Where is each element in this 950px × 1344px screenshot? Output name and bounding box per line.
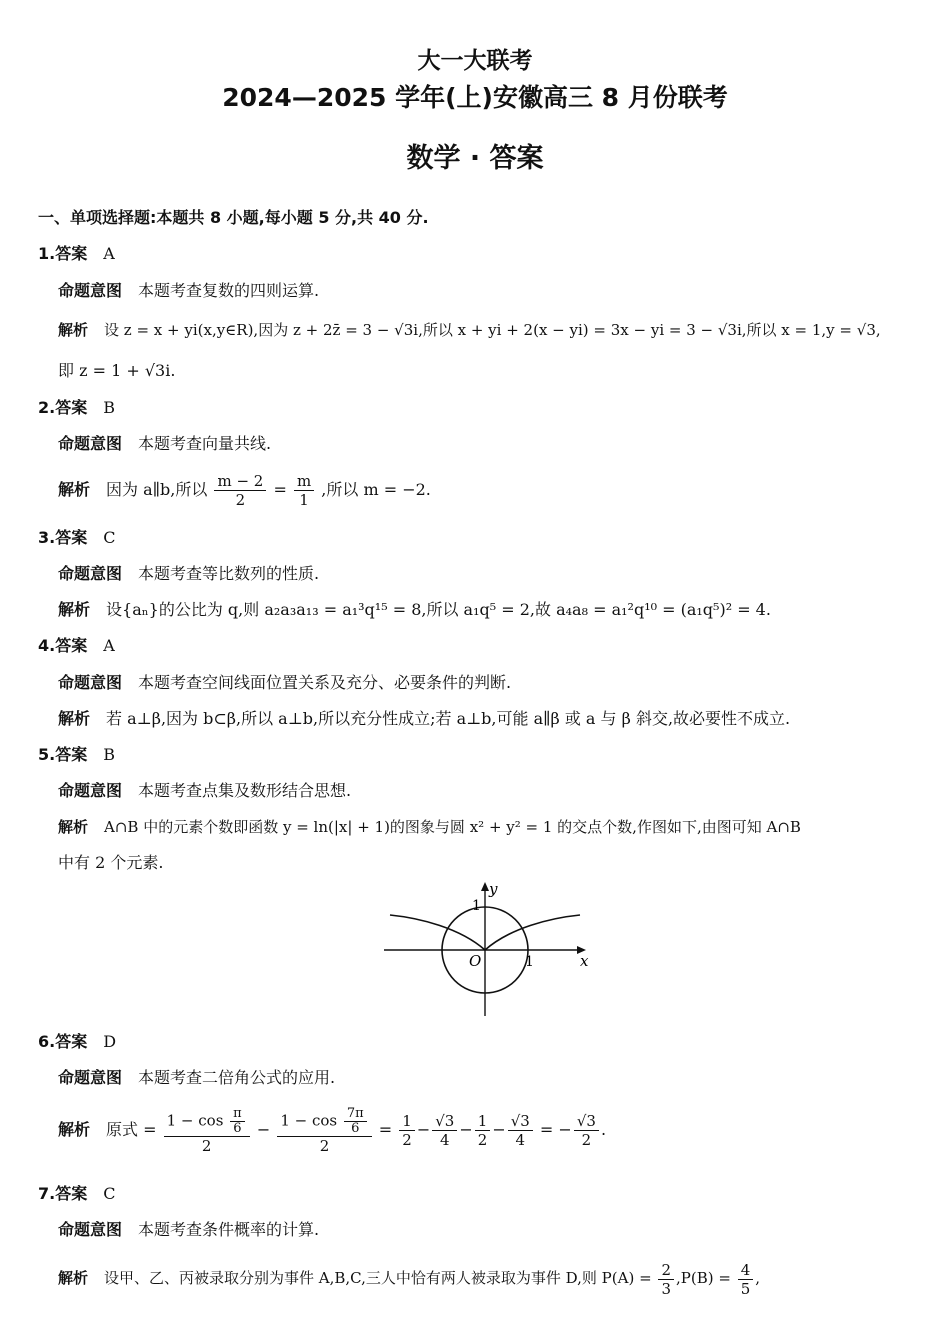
q5-analysis-text: A∩B 中的元素个数即函数 y = ln(|x| + 1)的图象与圆 x² + y² = 1 的交点个数,作图如下,由图可知 A∩B	[104, 818, 801, 836]
q7-pa	[658, 1261, 674, 1298]
q5-intent-label: 命题意图	[58, 781, 123, 800]
q5-analysis-cont: 中有 2 个元素.	[58, 853, 164, 872]
q4-answer-line	[38, 636, 115, 656]
q3-analysis-line	[58, 600, 771, 620]
q2-f2-num: m	[294, 472, 314, 491]
q7-intent-text: 本题考查条件概率的计算.	[138, 1220, 320, 1239]
q2-answer-line	[38, 398, 115, 418]
q1-intent-label: 命题意图	[58, 281, 123, 300]
q6-t2-inner-den: 6	[351, 1120, 360, 1136]
q4-answer-value: A	[103, 636, 115, 655]
q7-number: 7.	[38, 1184, 56, 1203]
q6-end: .	[600, 1120, 607, 1139]
q6-r2-den: 4	[440, 1131, 450, 1149]
x-label: x	[580, 952, 589, 970]
q1-analysis-cont: 即 z = 1 + √3i.	[58, 361, 176, 380]
q6-analysis-line	[58, 1100, 606, 1160]
page-title: 数学 · 答案	[406, 143, 544, 174]
q2-number: 2.	[38, 398, 56, 417]
q4-intent-line	[58, 673, 511, 693]
q6-r4-den: 4	[515, 1131, 526, 1149]
q3-intent-line	[58, 564, 319, 584]
q2-fraction-2	[294, 472, 314, 509]
q1-analysis-label: 解析	[58, 321, 89, 339]
q5-answer-line	[38, 745, 115, 765]
q6-r5-den: 2	[581, 1131, 592, 1149]
q4-answer-label: 答案	[55, 636, 88, 655]
q3-analysis-label: 解析	[58, 600, 91, 619]
origin-label: O	[469, 952, 482, 970]
q5-number: 5.	[38, 745, 56, 764]
q5-intent-line	[58, 781, 351, 801]
q6-an-a: 原式 =	[106, 1120, 157, 1139]
q1-answer-line	[38, 244, 115, 264]
q2-analysis-line	[58, 472, 431, 509]
q4-intent-text: 本题考查空间线面位置关系及充分、必要条件的判断.	[138, 673, 512, 692]
q3-answer-value: C	[103, 528, 116, 547]
q7-answer-line	[38, 1184, 115, 1204]
y-tick-1: 1	[472, 898, 481, 914]
q6-r5	[574, 1112, 599, 1149]
q6-t2-num-a: 1 − cos	[280, 1111, 338, 1129]
q2-analysis-a: 因为 a∥b,所以	[106, 480, 208, 499]
q6-number: 6.	[38, 1032, 56, 1051]
q6-term-1	[164, 1107, 250, 1155]
q6-minus: −	[256, 1120, 271, 1139]
q6-minus-4: −	[492, 1120, 506, 1139]
q1-answer-value: A	[103, 244, 115, 263]
q5-analysis-line	[58, 817, 801, 837]
q6-intent-line	[58, 1068, 335, 1088]
q4-intent-label: 命题意图	[58, 673, 123, 692]
q7-intent-label: 命题意图	[58, 1220, 123, 1239]
q6-answer-line	[38, 1032, 116, 1052]
q6-r3-num: 1	[475, 1112, 491, 1131]
q7-intent-line	[58, 1220, 319, 1240]
q1-analysis-line	[58, 320, 881, 340]
q6-minus-3: −	[459, 1120, 473, 1139]
q2-intent-text: 本题考查向量共线.	[138, 434, 272, 453]
q4-analysis-line	[58, 709, 790, 729]
q1-intent-text: 本题考查复数的四则运算.	[138, 281, 320, 300]
q6-minus-2: −	[416, 1120, 431, 1139]
q6-r1-den: 2	[402, 1131, 412, 1149]
q6-r2	[432, 1112, 457, 1149]
q2-f1-num: m − 2	[214, 472, 266, 491]
q6-term-2	[277, 1107, 371, 1155]
q1-analysis-text: 设 z = x + yi(x,y∈R),因为 z + 2z̄ = 3 − √3i,所以 x + yi + 2(x − yi) = 3x − yi = 3 − √3i,所以 x = 1,y = √3,	[104, 321, 881, 339]
exam-org: 大一大联考	[417, 48, 533, 74]
q2-analysis-label: 解析	[58, 480, 91, 499]
q6-t1-den: 2	[201, 1136, 212, 1155]
q4-number: 4.	[38, 636, 56, 655]
q6-t2-inner-num: 7π	[344, 1107, 367, 1122]
q7-pb-den: 5	[740, 1279, 751, 1298]
q6-t1-inner-num: π	[230, 1107, 245, 1122]
q4-analysis-label: 解析	[58, 709, 91, 728]
q2-answer-value: B	[103, 398, 115, 417]
q2-f2-den: 1	[299, 491, 309, 509]
q6-eq: =	[378, 1120, 393, 1139]
q4-analysis-text: 若 a⊥β,因为 b⊂β,所以 a⊥b,所以充分性成立;若 a⊥b,可能 a∥β 或 a 与 β 斜交,故必要性不成立.	[106, 709, 791, 728]
q2-intent-line	[58, 434, 271, 454]
q6-r1-num: 1	[399, 1112, 415, 1131]
q2-analysis-b: ,所以 m = −2.	[321, 480, 431, 499]
q6-r2-num: √3	[432, 1112, 457, 1131]
x-tick-1: 1	[525, 954, 534, 970]
q6-r3-den: 2	[477, 1131, 488, 1149]
q5-answer-value: B	[103, 745, 115, 764]
q2-fraction-1	[214, 472, 266, 509]
q6-intent-label: 命题意图	[58, 1068, 123, 1087]
q2-answer-label: 答案	[55, 398, 88, 417]
q6-r1	[399, 1112, 415, 1149]
q6-t1-num-a: 1 − cos	[166, 1111, 224, 1129]
q7-an-a: 设甲、乙、丙被录取分别为事件 A,B,C,三人中恰有两人被录取为事件 D,则 P(A) =	[104, 1269, 652, 1287]
q3-number: 3.	[38, 528, 56, 547]
q3-answer-line	[38, 528, 115, 548]
q7-analysis-label: 解析	[58, 1269, 89, 1287]
q6-answer-label: 答案	[55, 1032, 88, 1051]
q6-t1-inner-den: 6	[233, 1120, 242, 1136]
q1-intent-line	[58, 281, 319, 301]
q5-analysis-label: 解析	[58, 818, 89, 836]
q7-an-c: ,	[755, 1269, 761, 1287]
q7-pb-num: 4	[738, 1261, 754, 1280]
q6-intent-text: 本题考查二倍角公式的应用.	[138, 1068, 336, 1087]
q3-intent-label: 命题意图	[58, 564, 123, 583]
section-heading: 一、单项选择题:本题共 8 小题,每小题 5 分,共 40 分.	[38, 208, 429, 227]
q6-r5-num: √3	[574, 1112, 599, 1131]
q6-t2-den: 2	[319, 1136, 330, 1155]
q7-answer-label: 答案	[55, 1184, 88, 1203]
q3-analysis-text: 设{aₙ}的公比为 q,则 a₂a₃a₁₃ = a₁³q¹⁵ = 8,所以 a₁q⁵ = 2,故 a₄a₈ = a₁²q¹⁰ = (a₁q⁵)² = 4.	[106, 600, 771, 619]
q6-answer-value: D	[103, 1032, 117, 1051]
q5-figure	[380, 880, 590, 1020]
q7-pa-num: 2	[658, 1261, 674, 1280]
exam-title: 2024—2025 学年(上)安徽高三 8 月份联考	[222, 83, 728, 112]
q6-r3	[475, 1112, 491, 1149]
q3-intent-text: 本题考查等比数列的性质.	[138, 564, 320, 583]
q1-answer-label: 答案	[55, 244, 88, 263]
q2-f1-den: 2	[235, 491, 246, 509]
q2-intent-label: 命题意图	[58, 434, 123, 453]
q2-eq: =	[273, 480, 287, 499]
q6-r4	[508, 1112, 533, 1149]
q1-number: 1.	[38, 244, 56, 263]
q7-answer-value: C	[103, 1184, 116, 1203]
q6-eq2: = −	[539, 1120, 572, 1139]
q7-pb	[738, 1261, 754, 1298]
y-label: y	[489, 880, 498, 898]
q7-analysis-line	[58, 1258, 760, 1298]
q6-analysis-label: 解析	[58, 1120, 91, 1139]
q5-intent-text: 本题考查点集及数形结合思想.	[138, 781, 352, 800]
q7-an-b: ,P(B) =	[675, 1269, 731, 1287]
q7-pa-den: 3	[661, 1279, 671, 1298]
q6-r4-num: √3	[508, 1112, 533, 1131]
y-axis-arrow	[481, 882, 489, 891]
q5-answer-label: 答案	[55, 745, 88, 764]
q3-answer-label: 答案	[55, 528, 88, 547]
